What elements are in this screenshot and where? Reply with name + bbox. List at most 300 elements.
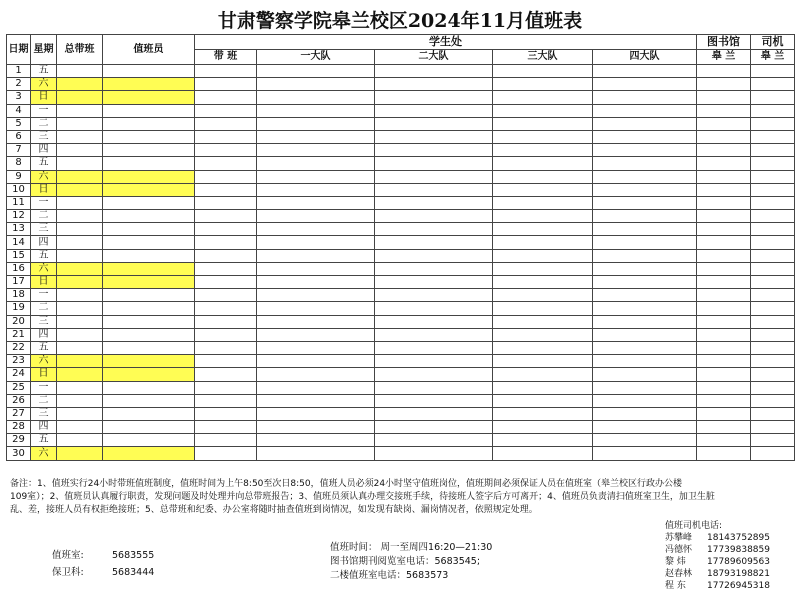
weekday-cell: 一 [31, 381, 57, 394]
col-team2-header: 二大队 [375, 50, 493, 65]
team4-cell [593, 447, 697, 460]
notes-line: 109室）；2、值班员认真履行职责，发现问题及时处理并向总带班报告；3、值班员须认真办理交接班手续，待接班人签字后方可离开；4、值班员负责清扫值班室卫生，加卫生脏 [10, 492, 715, 502]
chief-cell [57, 421, 103, 434]
lead-cell [195, 276, 257, 289]
driver-cell [751, 315, 795, 328]
team1-cell [257, 394, 375, 407]
date-cell: 21 [7, 328, 31, 341]
lead-cell [195, 144, 257, 157]
schedule-label: 值班时间： [330, 542, 378, 553]
table-row [7, 368, 795, 381]
staff-cell [103, 328, 195, 341]
weekday-cell: 三 [31, 407, 57, 420]
chief-cell [57, 341, 103, 354]
team2-cell [375, 262, 493, 275]
driver-cell [751, 65, 795, 78]
lead-cell [195, 341, 257, 354]
table-row [7, 341, 795, 354]
driver-cell [751, 104, 795, 117]
col-date-header: 日期 [7, 35, 31, 65]
driver-cell [751, 223, 795, 236]
team4-cell [593, 210, 697, 223]
team2-cell [375, 170, 493, 183]
driver-cell [751, 289, 795, 302]
lead-cell [195, 394, 257, 407]
team3-cell [493, 368, 593, 381]
table-row [7, 144, 795, 157]
staff-cell [103, 170, 195, 183]
team4-cell [593, 157, 697, 170]
weekday-cell: 三 [31, 315, 57, 328]
staff-cell [103, 434, 195, 447]
library-cell [697, 183, 751, 196]
library-cell [697, 170, 751, 183]
team1-cell [257, 144, 375, 157]
weekday-cell: 五 [31, 434, 57, 447]
library-cell [697, 276, 751, 289]
chief-cell [57, 315, 103, 328]
chief-cell [57, 183, 103, 196]
date-cell: 7 [7, 144, 31, 157]
staff-cell [103, 91, 195, 104]
team3-cell [493, 104, 593, 117]
lead-cell [195, 289, 257, 302]
team1-cell [257, 289, 375, 302]
driver-cell [751, 447, 795, 460]
lead-cell [195, 223, 257, 236]
col-lead-header: 带 班 [195, 50, 257, 65]
team1-cell [257, 65, 375, 78]
driver-cell [751, 117, 795, 130]
driver-cell [751, 262, 795, 275]
lead-cell [195, 210, 257, 223]
staff-cell [103, 262, 195, 275]
date-cell: 29 [7, 434, 31, 447]
team1-cell [257, 355, 375, 368]
lead-cell [195, 196, 257, 209]
team3-cell [493, 289, 593, 302]
notes-line: 乱、差，接班人员有权拒绝接班；5、总带班和纪委、办公室将随时抽查值班到岗情况，如发现有缺岗、漏岗情况者，依照规定处理。 [10, 505, 538, 515]
team2-cell [375, 434, 493, 447]
team4-cell [593, 144, 697, 157]
lead-cell [195, 302, 257, 315]
team3-cell [493, 210, 593, 223]
driver-cell [751, 91, 795, 104]
team2-cell [375, 91, 493, 104]
library-header: 图书馆 [697, 35, 751, 50]
team2-cell [375, 183, 493, 196]
date-cell: 14 [7, 236, 31, 249]
chief-cell [57, 144, 103, 157]
team4-cell [593, 117, 697, 130]
table-row [7, 421, 795, 434]
team2-cell [375, 236, 493, 249]
date-cell: 22 [7, 341, 31, 354]
header-row-top [7, 35, 795, 50]
team4-cell [593, 183, 697, 196]
staff-cell [103, 355, 195, 368]
team3-cell [493, 262, 593, 275]
weekday-cell: 四 [31, 144, 57, 157]
staff-cell [103, 130, 195, 143]
team1-cell [257, 315, 375, 328]
table-row [7, 289, 795, 302]
team1-cell [257, 407, 375, 420]
lead-cell [195, 157, 257, 170]
team3-cell [493, 381, 593, 394]
team3-cell [493, 394, 593, 407]
weekday-cell: 二 [31, 117, 57, 130]
lead-cell [195, 78, 257, 91]
staff-cell [103, 407, 195, 420]
driver-cell [751, 341, 795, 354]
team2-cell [375, 355, 493, 368]
date-cell: 25 [7, 381, 31, 394]
table-row [7, 196, 795, 209]
team4-cell [593, 302, 697, 315]
table-row [7, 157, 795, 170]
driver-cell [751, 421, 795, 434]
chief-cell [57, 130, 103, 143]
team2-cell [375, 65, 493, 78]
team1-cell [257, 328, 375, 341]
lead-cell [195, 130, 257, 143]
team4-cell [593, 289, 697, 302]
drivers-title: 值班司机电话: [665, 521, 723, 531]
team2-cell [375, 249, 493, 262]
staff-cell [103, 421, 195, 434]
staff-cell [103, 78, 195, 91]
library-cell [697, 78, 751, 91]
lead-cell [195, 236, 257, 249]
weekday-cell: 一 [31, 289, 57, 302]
date-cell: 8 [7, 157, 31, 170]
team2-cell [375, 144, 493, 157]
driver-cell [751, 328, 795, 341]
driver-phone: 17726945318 [707, 581, 770, 591]
staff-cell [103, 276, 195, 289]
team3-cell [493, 117, 593, 130]
weekday-cell: 六 [31, 447, 57, 460]
library-cell [697, 130, 751, 143]
team1-cell [257, 434, 375, 447]
staff-cell [103, 315, 195, 328]
team3-cell [493, 341, 593, 354]
date-cell: 24 [7, 368, 31, 381]
weekday-cell: 六 [31, 78, 57, 91]
weekday-cell: 五 [31, 341, 57, 354]
date-cell: 28 [7, 421, 31, 434]
team2-cell [375, 381, 493, 394]
date-cell: 17 [7, 276, 31, 289]
driver-cell [751, 196, 795, 209]
team4-cell [593, 196, 697, 209]
team2-cell [375, 130, 493, 143]
chief-cell [57, 91, 103, 104]
team3-cell [493, 130, 593, 143]
library-cell [697, 434, 751, 447]
driver-name: 赵春林 [665, 569, 693, 579]
library-cell [697, 65, 751, 78]
staff-cell [103, 196, 195, 209]
library-reading-phone: 5683545; [434, 556, 481, 567]
team1-cell [257, 210, 375, 223]
team3-cell [493, 315, 593, 328]
team4-cell [593, 407, 697, 420]
team4-cell [593, 381, 697, 394]
lead-cell [195, 65, 257, 78]
weekday-cell: 四 [31, 328, 57, 341]
chief-cell [57, 196, 103, 209]
team3-cell [493, 223, 593, 236]
team3-cell [493, 328, 593, 341]
library-cell [697, 302, 751, 315]
duty-roster-table [6, 34, 795, 461]
col-driver-sub-header: 皋 兰 [751, 50, 795, 65]
chief-cell [57, 302, 103, 315]
team1-cell [257, 130, 375, 143]
team1-cell [257, 78, 375, 91]
team1-cell [257, 302, 375, 315]
table-row [7, 91, 795, 104]
driver-phone: 18143752895 [707, 533, 770, 543]
team2-cell [375, 104, 493, 117]
driver-cell [751, 394, 795, 407]
team4-cell [593, 170, 697, 183]
chief-cell [57, 157, 103, 170]
team2-cell [375, 315, 493, 328]
team1-cell [257, 117, 375, 130]
date-cell: 11 [7, 196, 31, 209]
team1-cell [257, 170, 375, 183]
driver-phone: 17739838859 [707, 545, 770, 555]
weekday-cell: 日 [31, 368, 57, 381]
library-cell [697, 447, 751, 460]
staff-cell [103, 341, 195, 354]
team4-cell [593, 368, 697, 381]
student-office-header: 学生处 [195, 35, 697, 50]
team1-cell [257, 276, 375, 289]
chief-cell [57, 117, 103, 130]
lead-cell [195, 104, 257, 117]
team2-cell [375, 421, 493, 434]
lead-cell [195, 421, 257, 434]
library-cell [697, 368, 751, 381]
col-team1-header: 一大队 [257, 50, 375, 65]
team4-cell [593, 262, 697, 275]
date-cell: 26 [7, 394, 31, 407]
date-cell: 1 [7, 65, 31, 78]
team1-cell [257, 249, 375, 262]
chief-cell [57, 78, 103, 91]
library-cell [697, 236, 751, 249]
lead-cell [195, 183, 257, 196]
driver-cell [751, 368, 795, 381]
weekday-cell: 三 [31, 223, 57, 236]
table-row [7, 355, 795, 368]
weekday-cell: 日 [31, 91, 57, 104]
weekday-cell: 日 [31, 183, 57, 196]
team1-cell [257, 236, 375, 249]
table-row [7, 328, 795, 341]
date-cell: 6 [7, 130, 31, 143]
weekday-cell: 二 [31, 302, 57, 315]
weekday-cell: 五 [31, 65, 57, 78]
library-cell [697, 91, 751, 104]
driver-name: 苏攀峰 [665, 533, 693, 543]
team2-cell [375, 407, 493, 420]
date-cell: 16 [7, 262, 31, 275]
date-cell: 18 [7, 289, 31, 302]
library-cell [697, 355, 751, 368]
team4-cell [593, 249, 697, 262]
team3-cell [493, 91, 593, 104]
table-row [7, 236, 795, 249]
chief-cell [57, 170, 103, 183]
lead-cell [195, 328, 257, 341]
team2-cell [375, 341, 493, 354]
team3-cell [493, 236, 593, 249]
duty-room-label: 值班室: [52, 550, 84, 561]
team4-cell [593, 434, 697, 447]
team3-cell [493, 421, 593, 434]
weekday-cell: 六 [31, 355, 57, 368]
table-row [7, 170, 795, 183]
driver-phone: 18793198821 [707, 569, 770, 579]
table-row [7, 315, 795, 328]
team3-cell [493, 157, 593, 170]
staff-cell [103, 394, 195, 407]
driver-cell [751, 276, 795, 289]
team4-cell [593, 341, 697, 354]
roster-body [7, 65, 795, 461]
weekday-cell: 一 [31, 104, 57, 117]
chief-cell [57, 407, 103, 420]
library-cell [697, 394, 751, 407]
driver-cell [751, 407, 795, 420]
staff-cell [103, 447, 195, 460]
team2-cell [375, 117, 493, 130]
driver-phone: 17789609563 [707, 557, 770, 567]
date-cell: 5 [7, 117, 31, 130]
team3-cell [493, 78, 593, 91]
table-row [7, 249, 795, 262]
driver-cell [751, 236, 795, 249]
team4-cell [593, 328, 697, 341]
staff-cell [103, 223, 195, 236]
team1-cell [257, 421, 375, 434]
team1-cell [257, 223, 375, 236]
table-row [7, 104, 795, 117]
table-row [7, 394, 795, 407]
library-phones [330, 541, 492, 583]
team3-cell [493, 249, 593, 262]
team3-cell [493, 447, 593, 460]
date-cell: 4 [7, 104, 31, 117]
chief-cell [57, 328, 103, 341]
team4-cell [593, 223, 697, 236]
chief-cell [57, 223, 103, 236]
lead-cell [195, 407, 257, 420]
lead-cell [195, 170, 257, 183]
team3-cell [493, 183, 593, 196]
lead-cell [195, 262, 257, 275]
driver-cell [751, 130, 795, 143]
date-cell: 2 [7, 78, 31, 91]
security-phone: 5683444 [112, 567, 155, 578]
chief-cell [57, 355, 103, 368]
page-title: 甘肃警察学院皋兰校区2024年11月值班表 [217, 10, 583, 32]
table-row [7, 65, 795, 78]
date-cell: 23 [7, 355, 31, 368]
table-row [7, 407, 795, 420]
col-team4-header: 四大队 [593, 50, 697, 65]
library-cell [697, 144, 751, 157]
team1-cell [257, 262, 375, 275]
table-row [7, 381, 795, 394]
team2-cell [375, 223, 493, 236]
staff-cell [103, 381, 195, 394]
team2-cell [375, 328, 493, 341]
team3-cell [493, 170, 593, 183]
date-cell: 10 [7, 183, 31, 196]
col-team3-header: 三大队 [493, 50, 593, 65]
lead-cell [195, 315, 257, 328]
staff-cell [103, 210, 195, 223]
team2-cell [375, 276, 493, 289]
table-row [7, 262, 795, 275]
driver-cell [751, 157, 795, 170]
table-row [7, 78, 795, 91]
team4-cell [593, 104, 697, 117]
security-label: 保卫科: [52, 567, 84, 578]
library-floor2-phone: 5683573 [406, 570, 449, 581]
staff-cell [103, 236, 195, 249]
library-cell [697, 117, 751, 130]
notes-block [10, 478, 790, 517]
staff-cell [103, 104, 195, 117]
team4-cell [593, 315, 697, 328]
staff-cell [103, 144, 195, 157]
team1-cell [257, 381, 375, 394]
staff-cell [103, 183, 195, 196]
weekday-cell: 一 [31, 196, 57, 209]
driver-cell [751, 183, 795, 196]
team1-cell [257, 157, 375, 170]
staff-cell [103, 157, 195, 170]
library-cell [697, 289, 751, 302]
lead-cell [195, 434, 257, 447]
weekday-cell: 二 [31, 210, 57, 223]
library-cell [697, 104, 751, 117]
lead-cell [195, 249, 257, 262]
team4-cell [593, 130, 697, 143]
lead-cell [195, 368, 257, 381]
lead-cell [195, 355, 257, 368]
team4-cell [593, 65, 697, 78]
weekday-cell: 四 [31, 421, 57, 434]
table-row [7, 276, 795, 289]
team2-cell [375, 210, 493, 223]
team1-cell [257, 447, 375, 460]
team4-cell [593, 421, 697, 434]
chief-cell [57, 262, 103, 275]
team3-cell [493, 65, 593, 78]
staff-cell [103, 117, 195, 130]
col-library-sub-header: 皋 兰 [697, 50, 751, 65]
date-cell: 3 [7, 91, 31, 104]
weekday-cell: 四 [31, 236, 57, 249]
